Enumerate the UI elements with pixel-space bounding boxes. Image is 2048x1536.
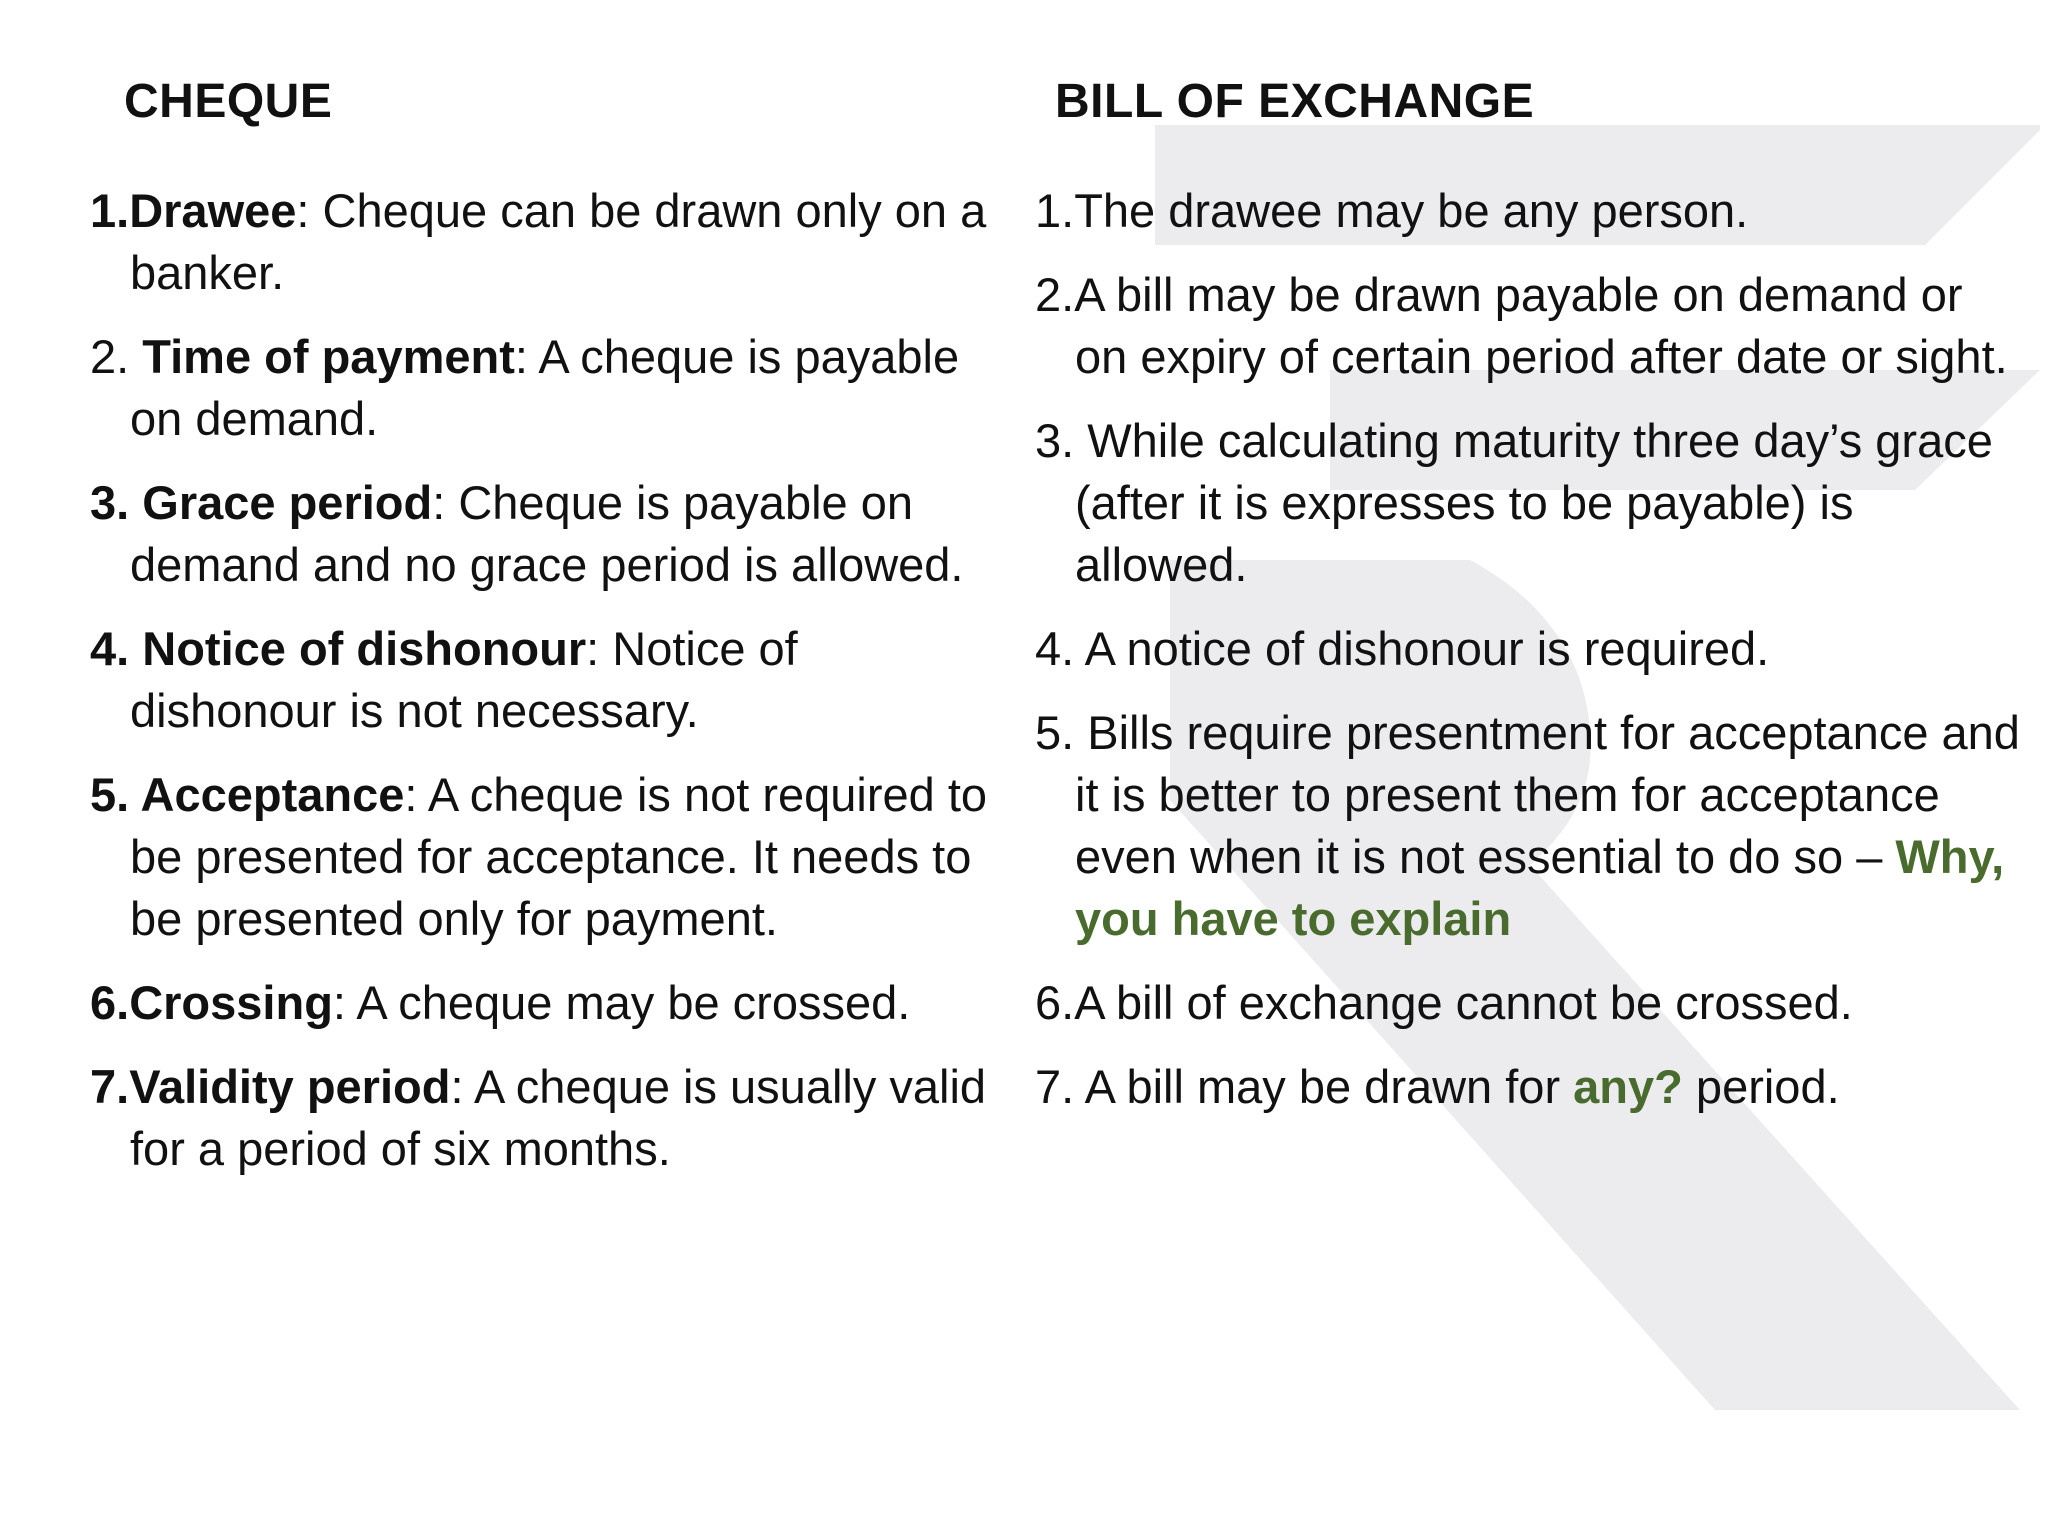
bill-item-7 [1035,1056,2025,1118]
item-number: 7. [90,1060,130,1113]
item-tail-text: period. [1682,1060,1840,1113]
item-lead: Crossing [129,976,333,1029]
item-lead: Notice of dishonour [142,622,587,675]
highlight-text: any? [1573,1060,1683,1113]
bill-item-2 [1035,264,2025,388]
item-lead: Time of payment [142,330,515,383]
item-text: 3. While calculating maturity three day’s grace (after it is expresses to be payable) is allowed. [1035,414,1993,591]
item-number: 1. [90,184,130,237]
item-text: 6.A bill of exchange cannot be crossed. [1035,976,1853,1029]
item-text: : Cheque can be drawn only on a banker. [130,184,987,299]
item-lead: Acceptance [140,768,405,821]
cheque-item-2 [90,326,1010,450]
bill-item-4 [1035,618,2025,680]
item-text: : A cheque is usually valid for a period of six months. [130,1060,987,1175]
bill-title: BILL OF EXCHANGE [1055,75,1535,128]
item-number: 5. [90,768,141,821]
cheque-title: CHEQUE [124,75,333,128]
cheque-item-6 [90,972,1010,1034]
item-text: : Cheque is payable on demand and no grace period is allowed. [130,476,964,591]
item-text: 4. A notice of dishonour is required. [1035,622,1770,675]
item-number: 2. [90,330,143,383]
item-text: 7. A bill may be drawn for [1035,1060,1574,1113]
bill-item-3 [1035,410,2025,596]
item-number: 6. [90,976,130,1029]
bill-item-5 [1035,702,2025,950]
item-text: : Notice of dishonour is not necessary. [130,622,798,737]
item-text: 1.The drawee may be any person. [1035,184,1749,237]
item-number: 4. [90,622,143,675]
bill-list [1035,180,2025,1140]
cheque-item-1 [90,180,1010,304]
highlight-text: Why, you have to explain [1075,830,2005,945]
cheque-list [90,180,1010,1202]
item-text: : A cheque may be crossed. [332,976,911,1029]
item-text: : A cheque is not required to be presented for acceptance. It needs to be presented only for payment. [130,768,988,945]
cheque-item-3 [90,472,1010,596]
cheque-item-4 [90,618,1010,742]
item-lead: Validity period [129,1060,451,1113]
item-lead: Grace period [142,476,433,529]
bill-item-1 [1035,180,2025,242]
item-number: 3. [90,476,143,529]
cheque-item-7 [90,1056,1010,1180]
item-text: 2.A bill may be drawn payable on demand or on expiry of certain period after date or sight. [1035,268,2008,383]
item-lead: Drawee [129,184,297,237]
item-text: : A cheque is payable on demand. [130,330,960,445]
cheque-item-5 [90,764,1010,950]
bill-item-6 [1035,972,2025,1034]
item-text: 5. Bills require presentment for acceptance and it is better to present them for acceptance even when it is not essential to do so – [1035,706,2020,883]
